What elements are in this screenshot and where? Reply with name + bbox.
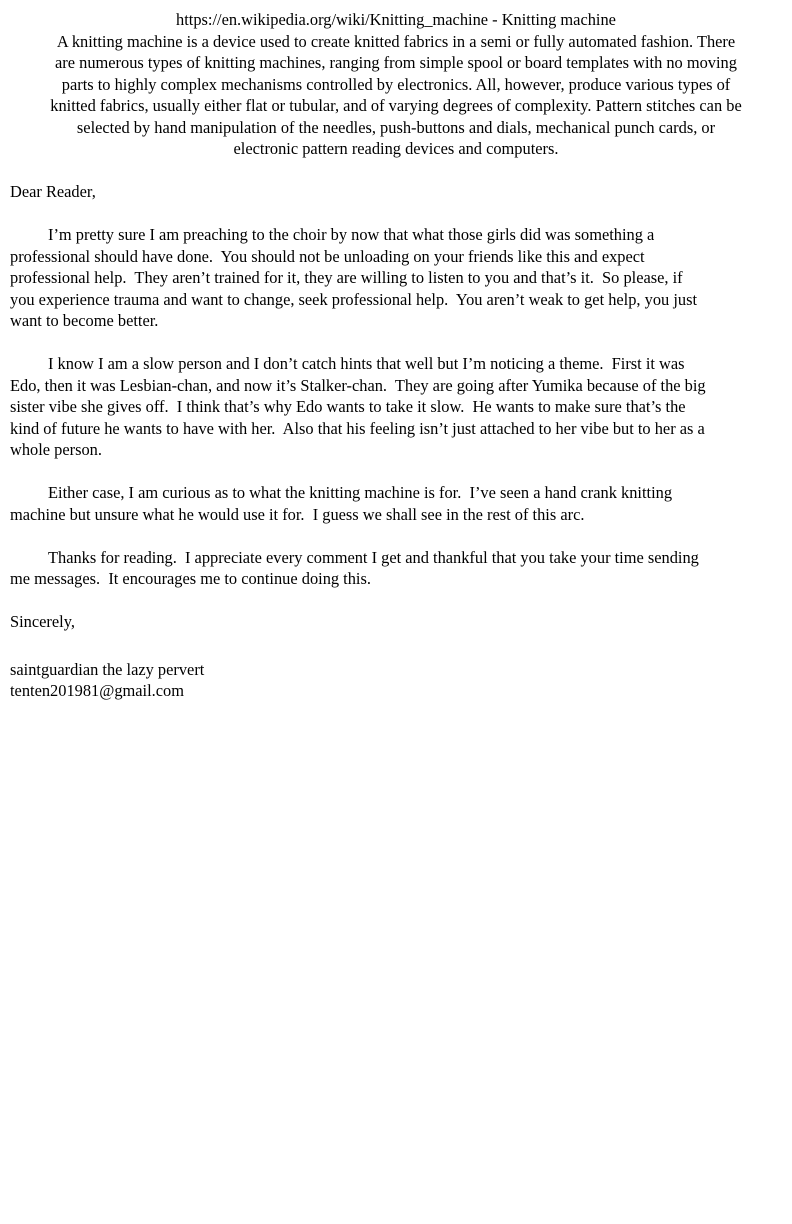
text-line: professional help. They aren’t trained for it, they are willing to listen to you and that’s it. So please, if	[10, 268, 683, 287]
body-paragraph-2	[10, 353, 782, 461]
closing	[10, 611, 782, 633]
text-line: tenten201981@gmail.com	[10, 681, 184, 700]
text-line: parts to highly complex mechanisms controlled by electronics. All, however, produce various types of	[61, 74, 731, 94]
text-line: saintguardian the lazy pervert	[10, 659, 205, 679]
source-url-line: https://en.wikipedia.org/wiki/Knitting_machine - Knitting machine	[176, 10, 616, 29]
salutation	[10, 181, 782, 203]
text-line: knitted fabrics, usually either flat or tubular, and of varying degrees of complexity. Pattern stitches can be	[50, 96, 742, 115]
body-paragraph-1	[10, 224, 782, 332]
text-line: Thanks for reading. I appreciate every comment I get and thankful that you take your time sending	[48, 547, 699, 567]
body-paragraph-4	[10, 547, 782, 590]
header-citation	[10, 9, 782, 31]
text-line: A knitting machine is a device used to create knitted fabrics in a semi or fully automated fashion. There	[56, 31, 736, 51]
text-line: electronic pattern reading devices and computers.	[233, 139, 559, 158]
text-line: Either case, I am curious as to what the knitting machine is for. I’ve seen a hand crank knitting	[48, 483, 673, 502]
text-line: are numerous types of knitting machines, ranging from simple spool or board templates with no moving	[55, 53, 737, 72]
text-line: professional should have done. You should not be unloading on your friends like this and expect	[10, 246, 645, 266]
intro-paragraph	[10, 31, 782, 160]
signature-block	[10, 659, 782, 702]
text-line: Edo, then it was Lesbian-chan, and now it’s Stalker-chan. They are going after Yumika because of the big	[10, 375, 706, 395]
text-line: me messages. It encourages me to continue doing this.	[10, 569, 371, 588]
text-line: kind of future he wants to have with her. Also that his feeling isn’t just attached to her vibe but to her as a	[10, 418, 705, 438]
text-line: you experience trauma and want to change, seek professional help. You aren’t weak to get help, you just	[10, 289, 697, 309]
salutation-line: Dear Reader,	[10, 182, 96, 201]
text-line: I know I am a slow person and I don’t catch hints that well but I’m noticing a theme. First it was	[48, 354, 685, 373]
text-line: sister vibe she gives off. I think that’s why Edo wants to take it slow. He wants to make sure that’s the	[10, 397, 686, 416]
text-line: whole person.	[10, 440, 102, 459]
text-line: I’m pretty sure I am preaching to the choir by now that what those girls did was something a	[48, 225, 655, 244]
closing-line: Sincerely,	[10, 612, 75, 631]
body-paragraph-3	[10, 482, 782, 525]
text-line: want to become better.	[10, 311, 159, 330]
text-line: selected by hand manipulation of the needles, push-buttons and dials, mechanical punch cards, or	[76, 117, 716, 137]
text-line: machine but unsure what he would use it for. I guess we shall see in the rest of this arc.	[10, 504, 585, 524]
